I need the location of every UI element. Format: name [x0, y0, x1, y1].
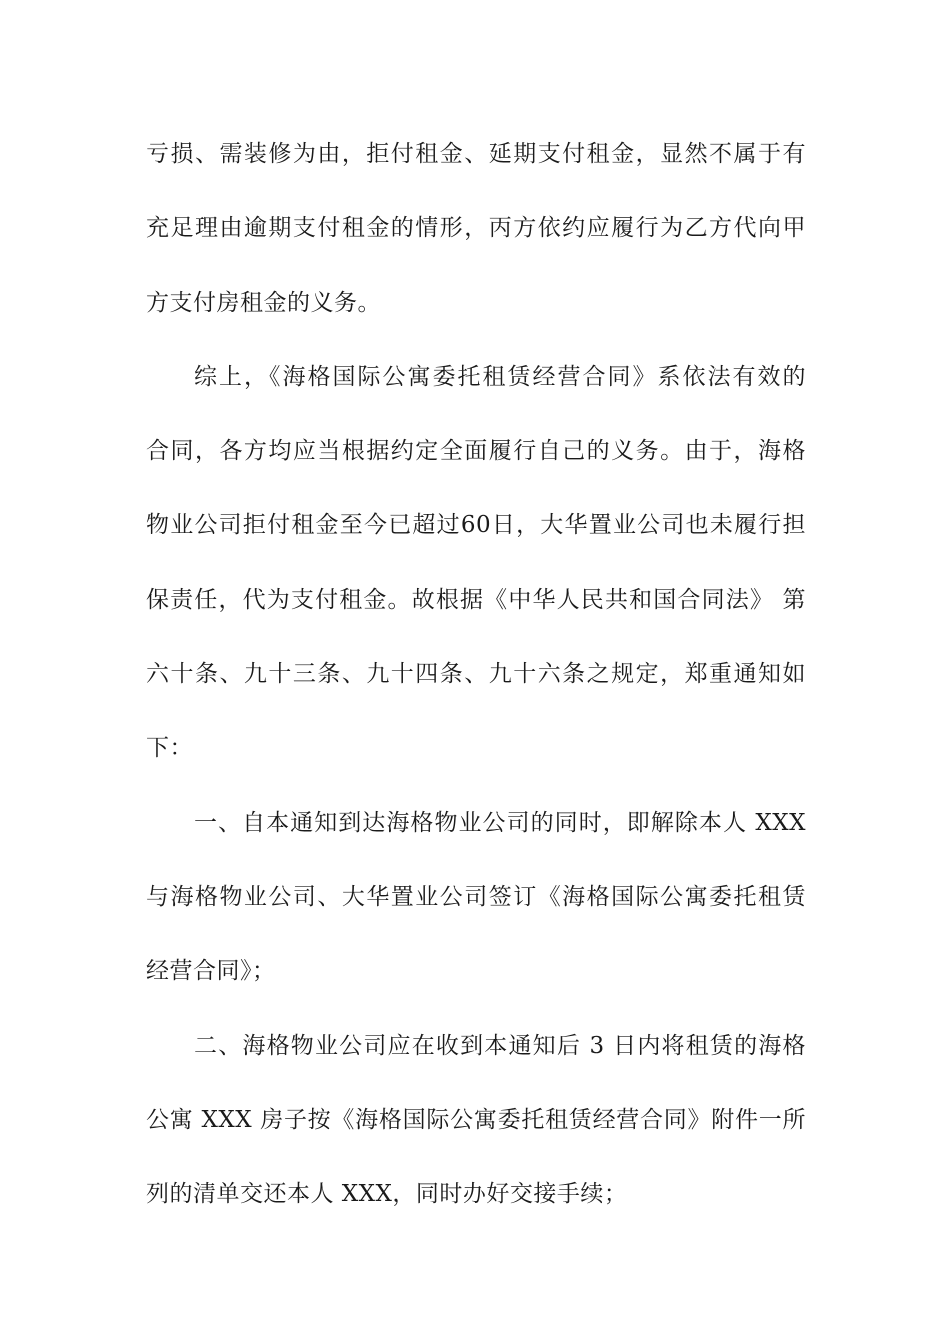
paragraph-start-line: 二、海格物业公司应在收到本通知后 3 日内将租赁的海格	[194, 1033, 806, 1059]
text-line: 列的清单交还本人 XXX，同时办好交接手续；	[146, 1181, 628, 1207]
text-line: 亏损、需装修为由，拒付租金、延期支付租金，显然不属于有	[146, 141, 806, 167]
paragraph-start-line: 综上，《海格国际公寓委托租赁经营合同》系依法有效的	[194, 364, 806, 390]
text-line: 方支付房租金的义务。	[146, 290, 381, 316]
text-line: 合同，各方均应当根据约定全面履行自己的义务。由于，海格	[146, 438, 806, 464]
text-line: 物业公司拒付租金至今已超过60日，大华置业公司也未履行担	[146, 512, 806, 538]
text-line: 充足理由逾期支付租金的情形，丙方依约应履行为乙方代向甲	[146, 215, 806, 241]
text-line: 保责任，代为支付租金。故根据《中华人民共和国合同法》 第	[146, 587, 806, 613]
paragraph-start-line: 一、自本通知到达海格物业公司的同时，即解除本人 XXX	[194, 810, 806, 836]
text-line: 公寓 XXX 房子按《海格国际公寓委托租赁经营合同》附件一所	[146, 1107, 806, 1133]
text-line: 与海格物业公司、大华置业公司签订《海格国际公寓委托租赁	[146, 884, 806, 910]
text-line: 经营合同》；	[146, 958, 276, 984]
text-line: 下：	[146, 735, 193, 761]
text-line: 六十条、九十三条、九十四条、九十六条之规定，郑重通知如	[146, 661, 806, 687]
